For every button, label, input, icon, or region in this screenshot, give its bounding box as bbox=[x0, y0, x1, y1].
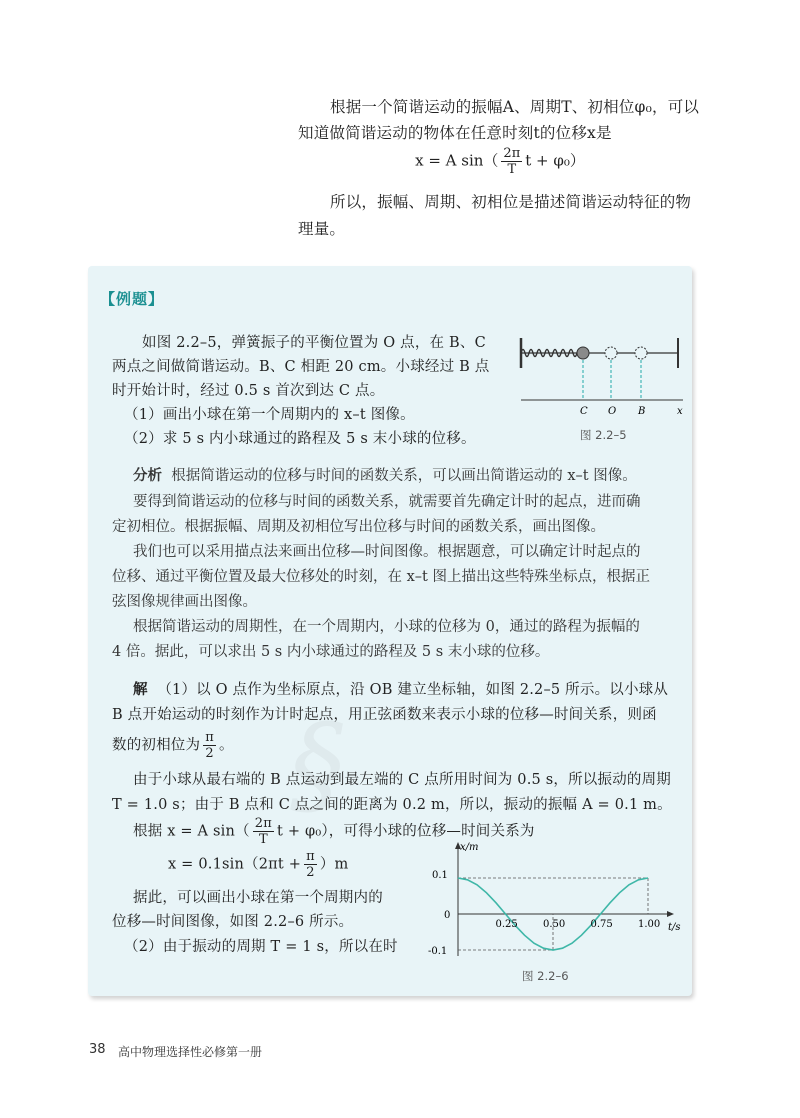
x-axis-label: t/s bbox=[668, 922, 681, 933]
y-tick-label-zero: 0 bbox=[444, 910, 451, 921]
label-c: C bbox=[580, 406, 588, 417]
eq-left: x = A sin（ bbox=[415, 151, 499, 170]
y-tick-label-bottom: -0.1 bbox=[428, 946, 448, 957]
solution-line-8: 位移—时间图像，如图 2.2–6 所示。 bbox=[112, 914, 354, 930]
solution-line-9: （2）由于振动的周期 T = 1 s，所以在时 bbox=[124, 939, 398, 955]
solution-text-6b: t + φ₀），可得小球的位移—时间关系为 bbox=[276, 823, 535, 840]
label-b: B bbox=[638, 406, 646, 417]
s6-fraction bbox=[253, 816, 274, 847]
watermark: § bbox=[290, 700, 345, 828]
ball-b bbox=[635, 347, 647, 359]
phase-fraction bbox=[203, 730, 216, 761]
analysis-label: 分析 bbox=[133, 468, 162, 484]
analysis-line-3: 定初相位。根据振幅、周期及初相位写出位移与时间的函数关系，画出图像。 bbox=[112, 519, 605, 535]
solution-line-4: 由于小球从最右端的 B 点运动到最左端的 C 点所用时间为 0.5 s，所以振动的周期 bbox=[133, 772, 672, 788]
solution-text-6a: 根据 x = A sin（ bbox=[133, 823, 250, 840]
x-tick-label: 0.50 bbox=[543, 919, 566, 930]
solution-text-3: 数的初相位为 bbox=[112, 737, 201, 754]
eq-fraction bbox=[501, 146, 522, 177]
example-tag: 【例题】 bbox=[100, 290, 165, 308]
solution-text-1: （1）以 O 点作为坐标原点，沿 OB 建立坐标轴，如图 2.2–5 所示。以小球从 bbox=[157, 682, 669, 698]
question-line-5: （2）求 5 s 内小球通过的路程及 5 s 末小球的位移。 bbox=[124, 431, 476, 447]
solution-line-7: 据此，可以画出小球在第一个周期内的 bbox=[133, 890, 383, 906]
eq2-left: x = 0.1sin（2πt + bbox=[168, 856, 302, 873]
x-tick-label: 0.75 bbox=[590, 919, 613, 930]
label-x: x bbox=[677, 406, 683, 417]
solution-line-5: T = 1.0 s；由于 B 点和 C 点之间的距离为 0.2 m，所以，振动的振幅 A = 0.1 m。 bbox=[112, 797, 672, 813]
eq2-fraction bbox=[304, 849, 317, 880]
analysis-line-7: 根据简谐运动的周期性，在一个周期内，小球的位移为 0，通过的路程为振幅的 bbox=[133, 619, 640, 635]
analysis-line-1 bbox=[133, 466, 637, 486]
figure-2-2-6-caption: 图 2.2–6 bbox=[522, 969, 569, 983]
solution-equation bbox=[168, 849, 348, 880]
x-axis-arrow bbox=[667, 911, 674, 917]
figure-2-2-5-caption: 图 2.2–5 bbox=[580, 428, 627, 442]
analysis-line-5: 位移、通过平衡位置及最大位移处的时刻，在 x–t 图上描出这些特殊坐标点，根据正 bbox=[112, 569, 650, 585]
x-tick-label: 0.25 bbox=[495, 919, 518, 930]
intro-line-3: 所以，振幅、周期、初相位是描述简谐运动特征的物 bbox=[330, 193, 692, 211]
phase-den: 2 bbox=[205, 746, 214, 761]
analysis-text-1: 根据简谐运动的位移与时间的函数关系，可以画出简谐运动的 x–t 图像。 bbox=[171, 468, 637, 484]
intro-line-4: 理量。 bbox=[298, 220, 346, 238]
ball-c bbox=[577, 347, 589, 359]
solution-line-3 bbox=[112, 730, 234, 761]
label-o: O bbox=[608, 406, 617, 417]
solution-line-1 bbox=[133, 680, 668, 700]
page-number: 38 bbox=[89, 1042, 106, 1057]
book-title: 高中物理选择性必修第一册 bbox=[118, 1045, 263, 1059]
solution-label: 解 bbox=[133, 682, 148, 698]
question-line-1: 如图 2.2–5，弹簧振子的平衡位置为 O 点，在 B、C bbox=[142, 335, 486, 351]
intro-line-2: 知道做简谐运动的物体在任意时刻t的位移x是 bbox=[298, 124, 612, 142]
eq2-num: π bbox=[306, 849, 315, 864]
solution-line-2: B 点开始运动的时刻作为计时起点，用正弦函数来表示小球的位移—时间关系，则函 bbox=[112, 707, 657, 723]
ball-o bbox=[605, 347, 617, 359]
eq-right: t + φ₀） bbox=[525, 151, 585, 170]
phase-num: π bbox=[205, 730, 214, 745]
analysis-line-8: 4 倍。据此，可以求出 5 s 内小球通过的路程及 5 s 末小球的位移。 bbox=[112, 644, 550, 660]
solution-text-3-end: 。 bbox=[218, 737, 234, 754]
analysis-line-4: 我们也可以采用描点法来画出位移—时间图像。根据题意，可以确定计时起点的 bbox=[133, 544, 641, 560]
y-tick-label-top: 0.1 bbox=[432, 870, 448, 881]
x-tick-label: 1.00 bbox=[638, 919, 661, 930]
question-line-2: 两点之间做简谐运动。B、C 相距 20 cm。小球经过 B 点 bbox=[112, 359, 490, 375]
spring-oscillator-figure bbox=[515, 330, 690, 420]
intro-line-1: 根据一个简谐运动的振幅A、周期T、初相位φ₀，可以 bbox=[330, 98, 700, 116]
eq2-den: 2 bbox=[306, 865, 315, 880]
s6-num: 2π bbox=[254, 816, 272, 831]
intro-equation bbox=[380, 146, 620, 177]
question-line-4: （1）画出小球在第一个周期内的 x–t 图像。 bbox=[124, 407, 415, 423]
eq2-right: ）m bbox=[319, 856, 349, 873]
y-axis-label: x/m bbox=[460, 842, 479, 853]
analysis-line-2: 要得到简谐运动的位移与时间的函数关系，就需要首先确定计时的起点，进而确 bbox=[133, 494, 641, 510]
eq-num: 2π bbox=[503, 146, 521, 161]
question-line-3: 时开始计时，经过 0.5 s 首次到达 C 点。 bbox=[112, 383, 385, 399]
xt-graph bbox=[418, 838, 688, 963]
s6-den: T bbox=[258, 832, 268, 847]
eq-den: T bbox=[507, 162, 517, 177]
analysis-line-6: 弦图像规律画出图像。 bbox=[112, 594, 257, 610]
